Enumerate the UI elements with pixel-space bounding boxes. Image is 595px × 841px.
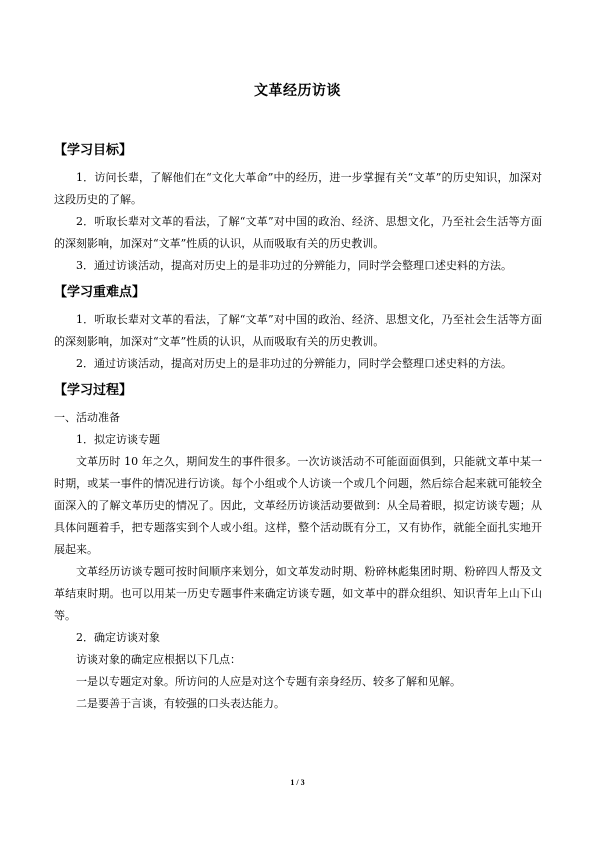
section-heading-key-points: 【学习重难点】 [54, 285, 146, 300]
process-sub-heading: 1．拟定访谈专题 [76, 433, 160, 446]
process-paragraph: 文革历时 10 年之久，期间发生的事件很多。一次访谈活动不可能面面俱到，只能就文革中某一时期，或某一事件的情况进行访谈。每个小组或个人访谈一个或几个问题，然后综合起来就可能较全面深入的了解文革历史的情况了。因此，文革经历访谈活动要做到：从全局着眼，拟定访谈专题；从具体问题着手，把专题落实到个人或小组。这样，整个活动既有分工，又有协作，就能全面扎实地开展起来。 [54, 455, 542, 556]
process-paragraph: 访谈对象的确定应根据以下几点： [76, 653, 241, 666]
process-paragraph: 一是以专题定对象。所访问的人应是对这个专题有亲身经历、较多了解和见解。 [76, 675, 461, 688]
process-paragraph: 文革经历访谈专题可按时间顺序来划分，如文革发动时期、粉碎林彪集团时期、粉碎四人帮及文革结束时期。也可以用某一历史专题事件来确定访谈专题，如文革中的群众组织、知识青年上山下山等。 [54, 565, 542, 622]
section-objectives [54, 141, 542, 277]
section-heading-objectives: 【学习目标】 [54, 143, 133, 158]
section-key-points [54, 283, 542, 375]
section-process [54, 381, 542, 715]
document-body [54, 141, 542, 721]
key-point-item: 1．听取长辈对文革的看法，了解“文革”对中国的政治、经济、思想文化，乃至社会生活等方面的深刻影响，加深对“文革”性质的认识，从而吸取有关的历史教训。 [54, 313, 542, 348]
page-number: 1 / 3 [290, 778, 305, 787]
section-heading-process: 【学习过程】 [54, 383, 133, 398]
key-point-item: 2．通过访谈活动，提高对历史上的是非功过的分辨能力，同时学会整理口述史料的方法。 [76, 357, 512, 370]
process-part-heading: 一、活动准备 [54, 411, 120, 424]
process-paragraph: 二是要善于言谈，有较强的口头表达能力。 [76, 697, 285, 710]
objective-item: 2．听取长辈对文革的看法，了解“文革”对中国的政治、经济、思想文化，乃至社会生活等方面的深刻影响，加深对“文革”性质的认识，从而吸取有关的历史教训。 [54, 215, 542, 250]
objective-item: 1．访问长辈，了解他们在“文化大革命”中的经历，进一步掌握有关“文革”的历史知识，加深对这段历史的了解。 [54, 171, 542, 206]
objective-item: 3．通过访谈活动，提高对历史上的是非功过的分辨能力，同时学会整理口述史料的方法。 [76, 259, 512, 272]
process-sub-heading: 2．确定访谈对象 [76, 631, 160, 644]
page-title: 文革经历访谈 [254, 83, 341, 99]
